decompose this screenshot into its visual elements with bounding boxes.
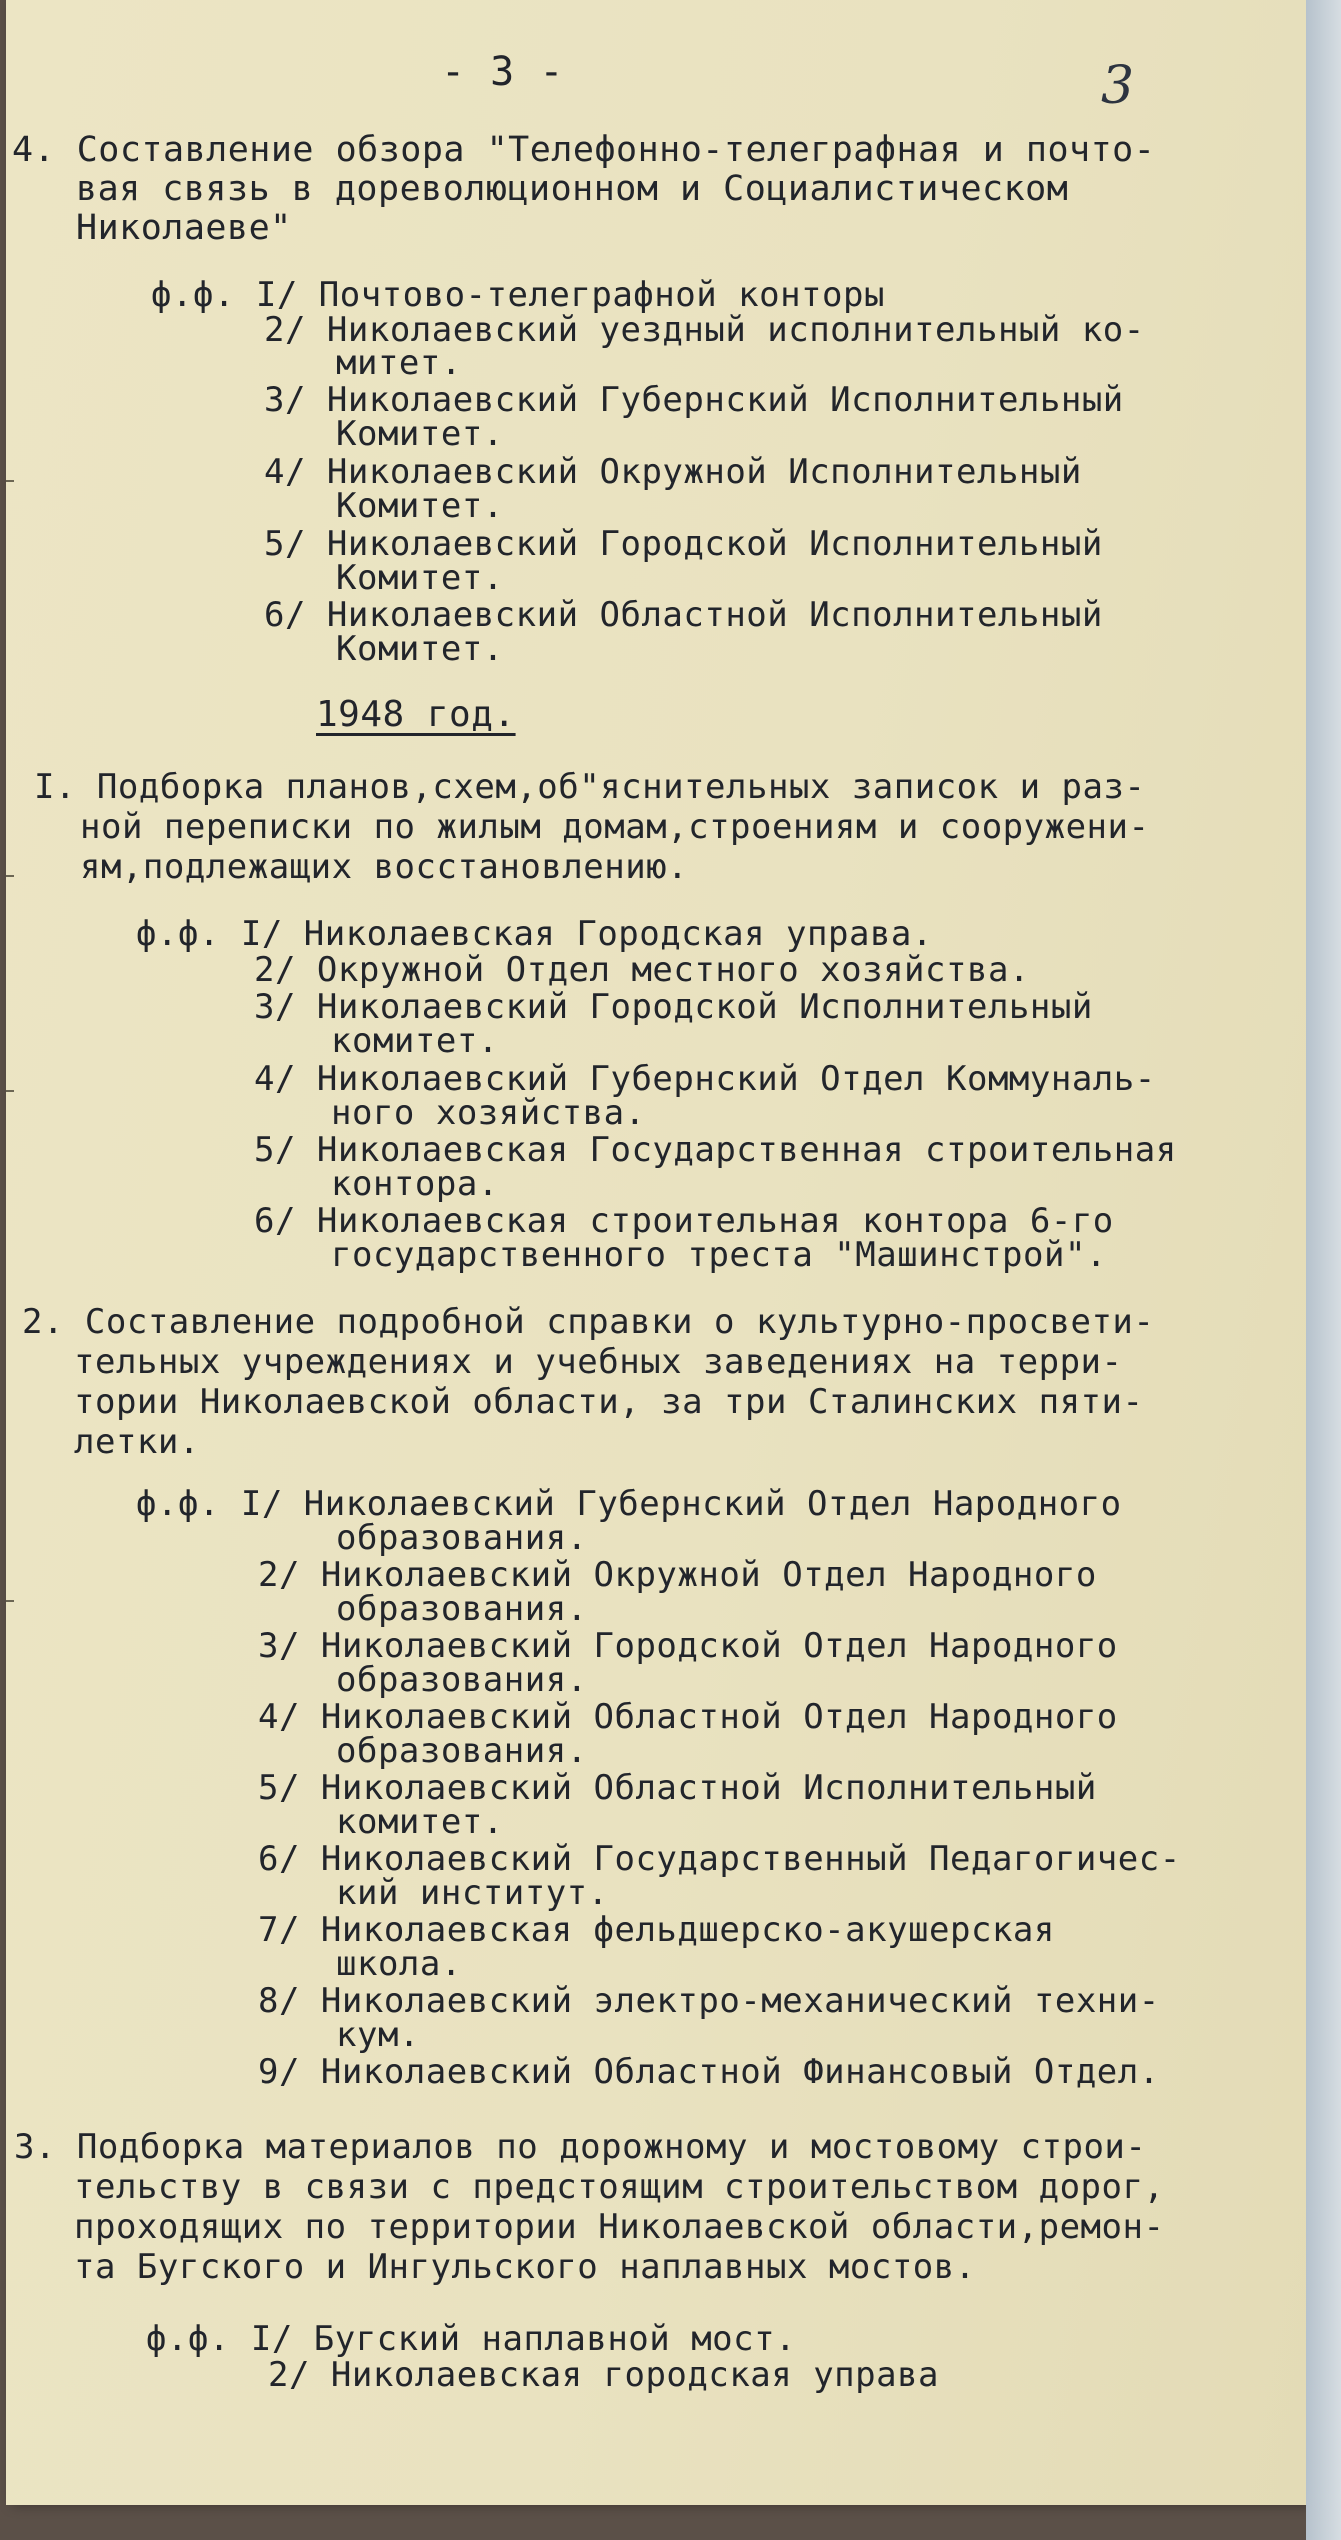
section-2-fund-6-cont: кий институт. [336,1873,609,1913]
section-1-fund-4-cont: ного хозяйства. [331,1093,646,1133]
section-4-fund-3: 3/ Николаевский Губернский Исполнительный [264,380,1124,420]
section-3-fund-2: 2/ Николаевская городская управа [268,2355,940,2395]
section-2-fund-4-cont: образования. [336,1731,588,1771]
section-2-line-1: 2. Составление подробной справки о культурно-просвети- [22,1302,1155,1342]
section-4-fund-2-cont: митет. [336,343,462,383]
page-number: - 3 - [441,49,564,95]
margin-mark [6,1600,14,1602]
section-4-line-3: Николаеве" [76,208,292,248]
section-2-line-3: тории Николаевской области, за три Сталинских пяти- [74,1382,1144,1422]
section-3-line-2: тельству в связи с предстоящим строительством дорог, [74,2167,1165,2207]
section-4-fund-4-cont: Комитет. [336,486,504,526]
section-4-fund-2: 2/ Николаевский уездный исполнительный ко- [264,310,1145,350]
section-2-fund-3: 3/ Николаевский Городской Отдел Народного [258,1626,1118,1666]
document-page [6,0,1306,2505]
section-2-fund-7: 7/ Николаевская фельдшерско-акушерская [258,1910,1055,1950]
section-1-line-1: I. Подборка планов,схем,об"яснительных записок и раз- [34,767,1146,807]
year-heading: 1948 год. [316,694,516,735]
section-4-fund-6: 6/ Николаевский Областной Исполнительный [264,595,1103,635]
section-4-fund-3-cont: Комитет. [336,414,504,454]
section-2-fund-1: ф.ф. I/ Николаевский Губернский Отдел Народного [136,1484,1122,1524]
background-edge [1306,0,1341,2540]
folio-number: 3 [1101,56,1135,116]
section-3-line-4: та Бугского и Ингульского наплавных мостов. [74,2247,976,2287]
margin-mark [6,875,14,877]
section-1-fund-3: 3/ Николаевский Городской Исполнительный [254,987,1093,1027]
section-2-fund-2: 2/ Николаевский Окружной Отдел Народного [258,1555,1097,1595]
section-1-fund-4: 4/ Николаевский Губернский Отдел Коммуналь- [254,1059,1156,1099]
section-1-fund-5-cont: контора. [331,1164,499,1204]
section-2-fund-2-cont: образования. [336,1589,588,1629]
margin-mark [6,1090,14,1092]
section-3-line-3: проходящих по территории Николаевской области,ремон- [74,2207,1165,2247]
section-4-fund-6-cont: Комитет. [336,629,504,669]
section-2-fund-1-cont: образования. [336,1518,588,1558]
section-4-line-2: вая связь в дореволюционном и Социалистическом [76,169,1069,209]
section-1-line-2: ной переписки по жилым домам,строениям и сооружени- [80,807,1150,847]
section-1-fund-1: ф.ф. I/ Николаевская Городская управа. [136,914,933,954]
section-2-line-4: летки. [74,1422,200,1462]
section-2-fund-6: 6/ Николаевский Государственный Педагогичес- [258,1839,1181,1879]
section-4-fund-1: ф.ф. I/ Почтово-телеграфной конторы [151,275,885,315]
section-3-line-1: 3. Подборка материалов по дорожному и мостовому строи- [14,2127,1147,2167]
section-1-line-3: ям,подлежащих восстановлению. [80,847,689,887]
margin-mark [6,480,14,482]
section-1-fund-5: 5/ Николаевская Государственная строительная [254,1130,1177,1170]
section-1-fund-2: 2/ Окружной Отдел местного хозяйства. [254,950,1030,990]
section-2-fund-7-cont: школа. [336,1944,462,1984]
section-4-fund-5: 5/ Николаевский Городской Исполнительный [264,524,1103,564]
section-1-fund-6: 6/ Николаевская строительная контора 6-го [254,1201,1114,1241]
section-1-fund-6-cont: государственного треста "Машинстрой". [331,1235,1107,1275]
section-2-fund-5: 5/ Николаевский Областной Исполнительный [258,1768,1097,1808]
section-4-fund-5-cont: Комитет. [336,558,504,598]
section-4-line-1: 4. Составление обзора "Телефонно-телеграфная и почто- [12,130,1156,170]
section-4-fund-4: 4/ Николаевский Окружной Исполнительный [264,452,1082,492]
section-2-fund-8: 8/ Николаевский электро-механический техни- [258,1981,1160,2021]
section-2-fund-4: 4/ Николаевский Областной Отдел Народного [258,1697,1118,1737]
section-2-line-2: тельных учреждениях и учебных заведениях на терри- [74,1342,1123,1382]
section-2-fund-3-cont: образования. [336,1660,588,1700]
section-3-fund-1: ф.ф. I/ Бугский наплавной мост. [146,2319,797,2359]
section-2-fund-8-cont: кум. [336,2015,420,2055]
section-2-fund-9: 9/ Николаевский Областной Финансовый Отдел. [258,2052,1160,2092]
section-1-fund-3-cont: комитет. [331,1021,499,1061]
section-2-fund-5-cont: комитет. [336,1802,504,1842]
